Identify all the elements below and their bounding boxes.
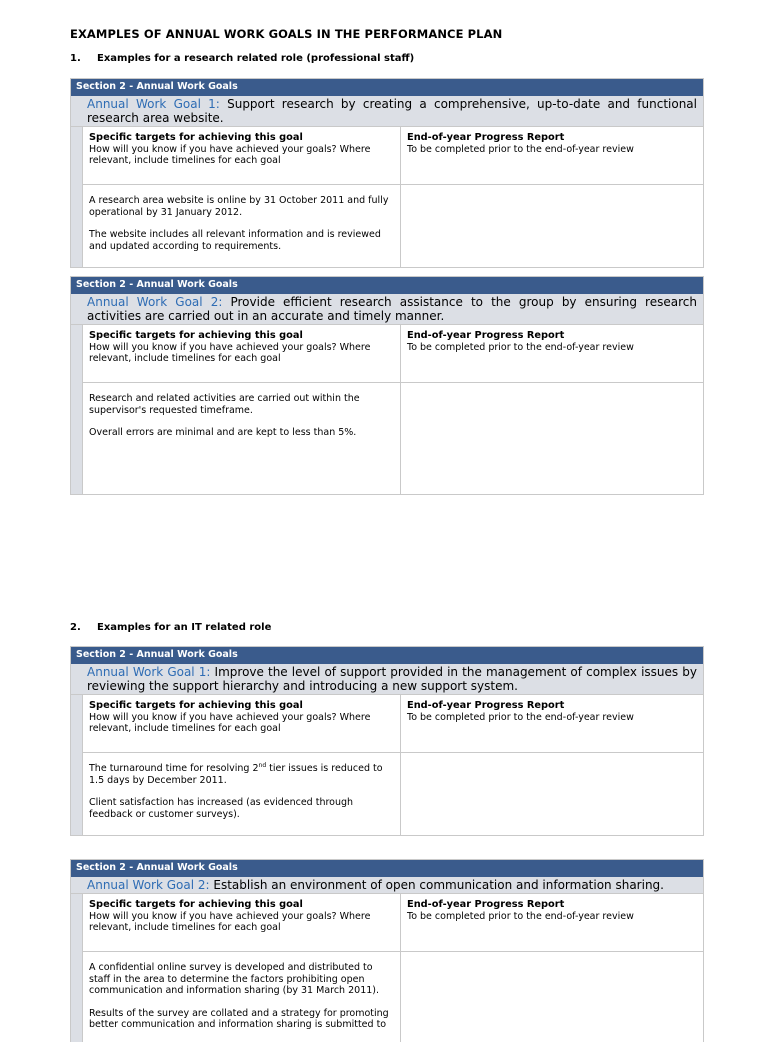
goal-label: Annual Work Goal 2: [87,295,223,309]
goal-label: Annual Work Goal 1: [87,665,211,679]
report-subheading: To be completed prior to the end-of-year review [407,143,634,155]
example-number: 2. [70,622,81,633]
targets-heading: Specific targets for achieving this goal [89,132,303,143]
gutter [71,127,83,267]
report-content-cell[interactable] [401,185,703,267]
report-content-cell[interactable] [401,753,703,835]
targets-subheading: How will you know if you have achieved your goals? Where relevant, include timelines for each goal [89,711,371,734]
report-header-cell [401,127,703,184]
target-item: Results of the survey are collated and a strategy for promoting better communication and information sharing is submitted to [89,1007,389,1030]
report-header-cell [401,695,703,752]
example-heading-text: Examples for a research related role (professional staff) [97,53,415,64]
targets-subheading: How will you know if you have achieved your goals? Where relevant, include timelines for each goal [89,910,371,933]
targets-content-cell [83,952,401,1042]
report-header-cell [401,894,703,951]
goal-row [71,96,703,127]
targets-heading: Specific targets for achieving this goal [89,899,303,910]
section-header: Section 2 - Annual Work Goals [71,647,703,664]
section-header: Section 2 - Annual Work Goals [71,79,703,96]
gutter [71,325,83,494]
target-item: The turnaround time for resolving 2nd tier issues is reduced to 1.5 days by December 2011. [89,761,383,786]
target-item: Overall errors are minimal and are kept to less than 5%. [89,427,357,438]
goal-table [70,78,704,268]
example-1-heading [70,53,414,64]
goal-row [71,664,703,695]
target-item: The website includes all relevant information and is reviewed and updated according to requirements. [89,229,381,252]
report-subheading: To be completed prior to the end-of-year review [407,711,634,723]
target-item: Research and related activities are carried out within the supervisor's requested timeframe. [89,393,360,416]
targets-content-cell [83,383,401,494]
section-header: Section 2 - Annual Work Goals [71,277,703,294]
targets-subheading: How will you know if you have achieved your goals? Where relevant, include timelines for each goal [89,341,371,364]
targets-header-cell [83,325,401,382]
example-2-heading [70,622,271,633]
document-title: EXAMPLES OF ANNUAL WORK GOALS IN THE PERFORMANCE PLAN [70,27,503,41]
goal-text: Establish an environment of open communication and information sharing. [213,878,664,892]
goal-table [70,859,704,1042]
report-content-cell[interactable] [401,952,703,1042]
targets-header-cell [83,127,401,184]
report-heading: End-of-year Progress Report [407,132,565,143]
goal-text: Provide efficient research assistance to the group by ensuring research activities are carried out in an accurate and timely manner. [87,295,697,323]
report-subheading: To be completed prior to the end-of-year review [407,910,634,922]
targets-heading: Specific targets for achieving this goal [89,330,303,341]
report-subheading: To be completed prior to the end-of-year review [407,341,634,353]
goal-row [71,294,703,325]
gutter [71,894,83,1042]
section-header: Section 2 - Annual Work Goals [71,860,703,877]
goal-label: Annual Work Goal 2: [87,878,210,892]
target-item: Client satisfaction has increased (as evidenced through feedback or customer surveys). [89,797,354,820]
targets-subheading: How will you know if you have achieved your goals? Where relevant, include timelines for each goal [89,143,371,166]
report-header-cell [401,325,703,382]
targets-heading: Specific targets for achieving this goal [89,700,303,711]
goal-table [70,276,704,495]
report-heading: End-of-year Progress Report [407,899,565,910]
report-heading: End-of-year Progress Report [407,330,565,341]
goal-text: Improve the level of support provided in the management of complex issues by reviewing the support hierarchy and introducing a new support system. [87,665,697,693]
example-heading-text: Examples for an IT related role [97,622,272,633]
target-item: A confidential online survey is developed and distributed to staff in the area to determine the factors prohibiting open communication and information sharing (by 31 March 2011). [89,962,380,996]
gutter [71,695,83,835]
goal-row [71,877,703,894]
targets-header-cell [83,894,401,951]
example-number: 1. [70,53,81,64]
goal-text: Support research by creating a comprehensive, up-to-date and functional research area website. [87,97,697,125]
report-heading: End-of-year Progress Report [407,700,565,711]
report-content-cell[interactable] [401,383,703,494]
targets-content-cell [83,185,401,267]
goal-label: Annual Work Goal 1: [87,97,220,111]
target-item: A research area website is online by 31 October 2011 and fully operational by 31 January 2012. [89,195,389,218]
targets-header-cell [83,695,401,752]
targets-content-cell [83,753,401,835]
goal-table [70,646,704,836]
